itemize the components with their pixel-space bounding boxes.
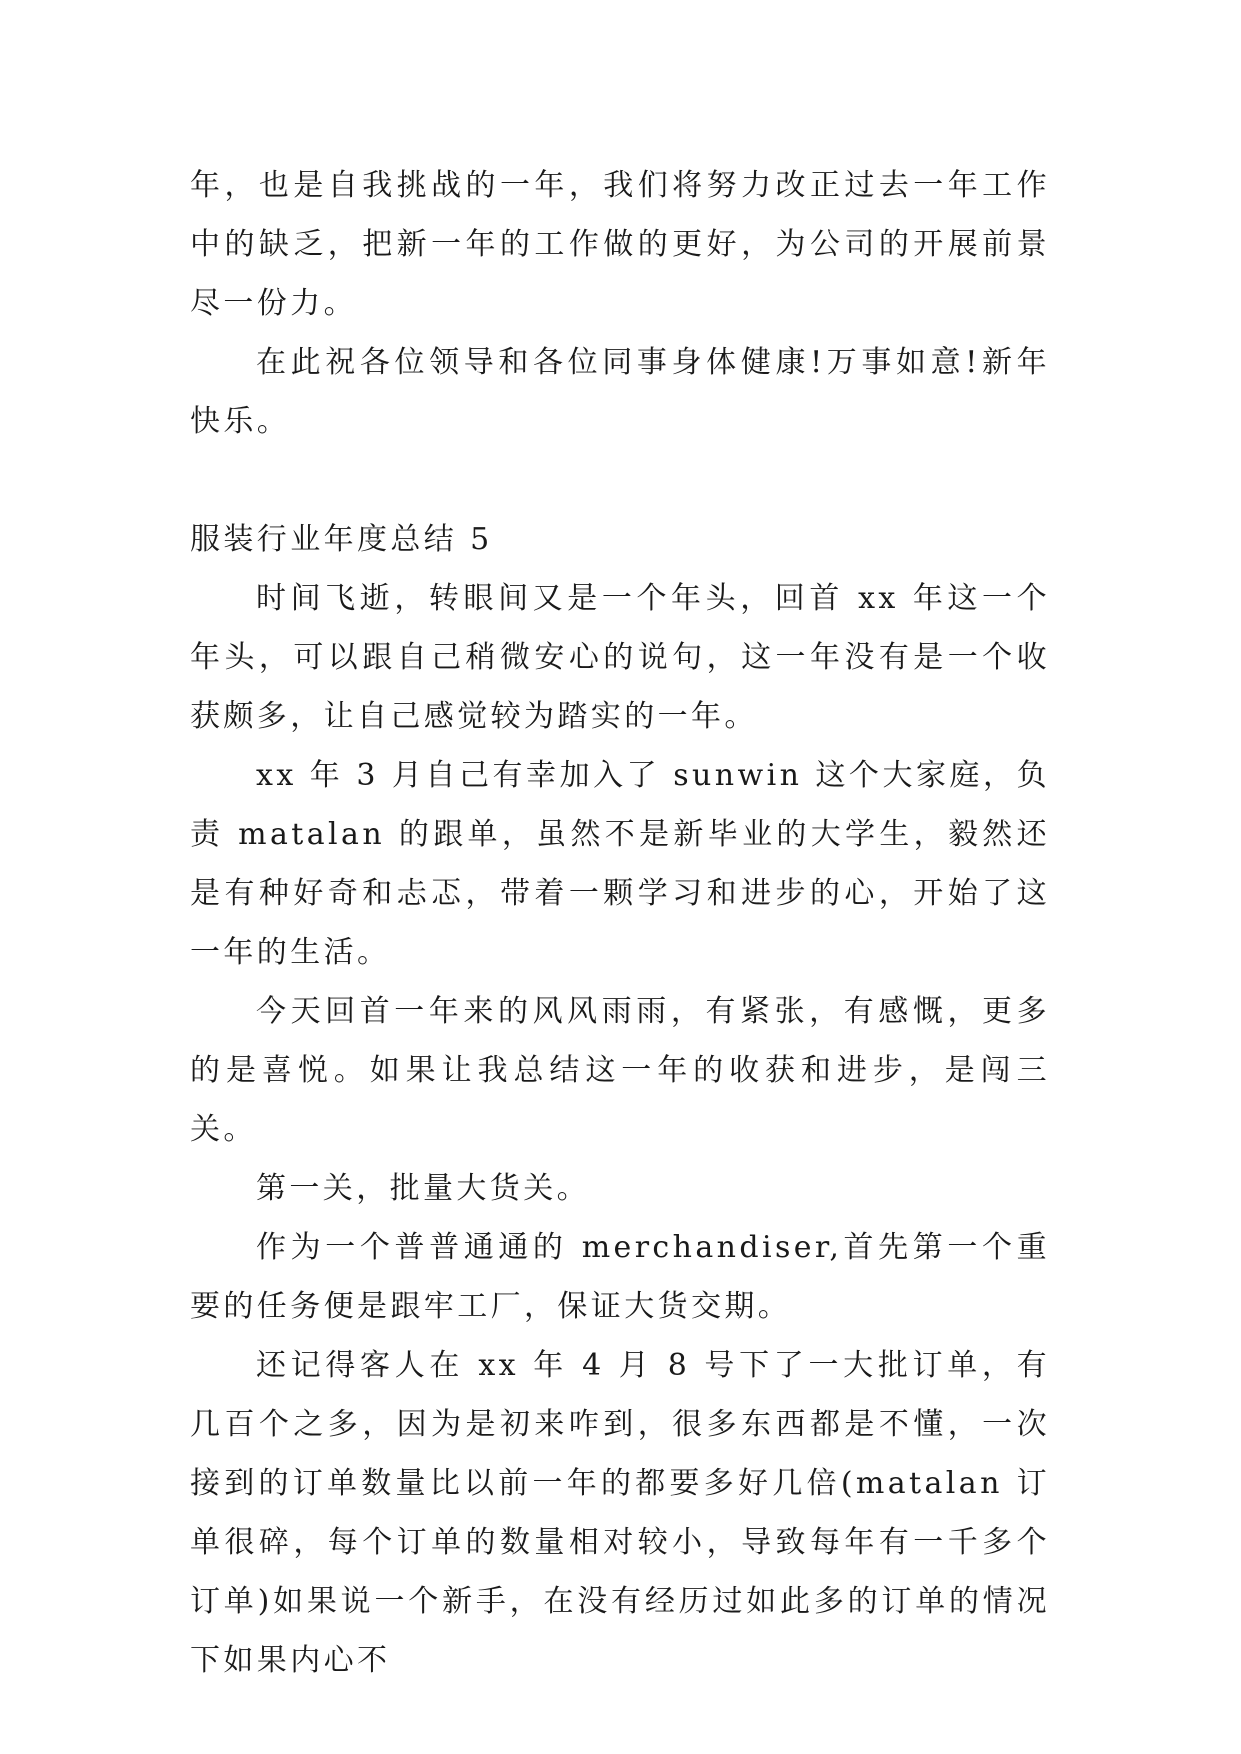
- section-title: 服装行业年度总结 5: [190, 522, 493, 557]
- section-spacer: [190, 451, 1050, 510]
- paragraph: 时间飞逝，转眼间又是一个年头，回首 xx 年这一个年头，可以跟自己稍微安心的说句，这一年没有是一个收获颇多，让自己感觉较为踏实的一年。: [190, 581, 1050, 734]
- paragraph: xx 年 3 月自己有幸加入了 sunwin 这个大家庭，负责 matalan 的跟单，虽然不是新毕业的大学生，毅然还是有种好奇和忐忑，带着一颗学习和进步的心，开始了这一年的生活。: [190, 758, 1050, 970]
- paragraph-continuation: 年，也是自我挑战的一年，我们将努力改正过去一年工作中的缺乏，把新一年的工作做的更好，为公司的开展前景尽一份力。: [190, 168, 1050, 321]
- paragraph: 作为一个普普通通的 merchandiser,首先第一个重要的任务便是跟牢工厂，保证大货交期。: [190, 1230, 1050, 1324]
- document-body: [190, 156, 1050, 1690]
- paragraph-closing-wishes: 在此祝各位领导和各位同事身体健康!万事如意!新年快乐。: [190, 345, 1050, 439]
- paragraph: 今天回首一年来的风风雨雨，有紧张，有感慨，更多的是喜悦。如果让我总结这一年的收获和进步，是闯三关。: [190, 994, 1050, 1147]
- paragraph: 还记得客人在 xx 年 4 月 8 号下了一大批订单，有几百个之多，因为是初来咋到，很多东西都是不懂，一次接到的订单数量比以前一年的都要多好几倍(matalan 订单很碎，每个订单的数量相对较小，导致每年有一千多个订单)如果说一个新手，在没有经历过如此多的订单的情况下如果内心不: [190, 1348, 1050, 1678]
- paragraph: 第一关，批量大货关。: [256, 1171, 590, 1206]
